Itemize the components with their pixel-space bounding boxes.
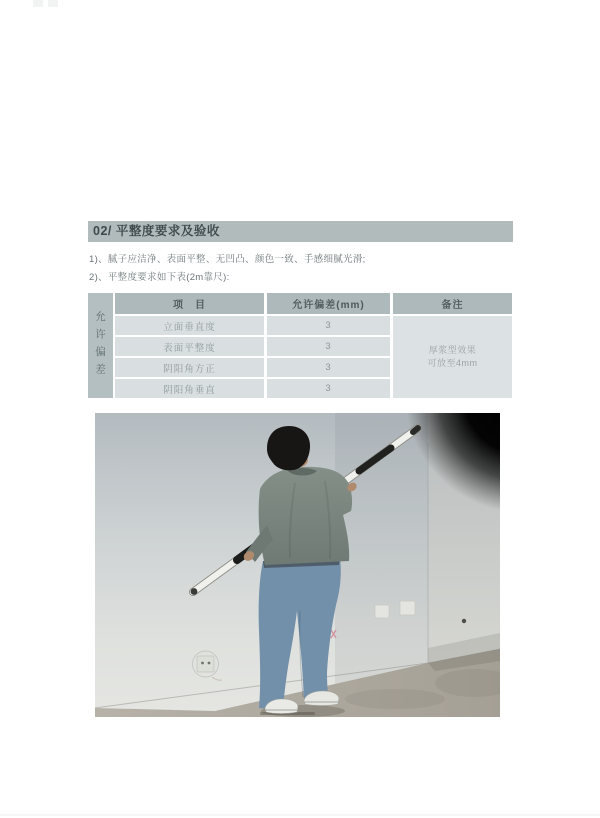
shirt [259, 467, 352, 565]
table-row-deviation: 3 [267, 337, 390, 356]
table-row-item: 表面平整度 [115, 337, 264, 356]
table-row-item: 立面垂直度 [115, 316, 264, 335]
column-header-remark: 备注 [393, 293, 512, 314]
paragraph-flatness-requirement: 2)、平整度要求如下表(2m靠尺): [89, 272, 230, 283]
table-row-item: 阴阳角方正 [115, 358, 264, 377]
remark-line-1: 厚浆型效果 [428, 345, 477, 355]
remark-cell [393, 316, 512, 398]
table-row-deviation: 3 [267, 379, 390, 398]
table-row-deviation: 3 [267, 358, 390, 377]
table-side-label: 允许偏差 [88, 293, 113, 398]
wall-socket-hole [462, 619, 466, 623]
table-grid [115, 293, 512, 398]
section-header [88, 221, 513, 242]
wall-outlet-right-1 [375, 605, 389, 618]
table-row-item: 阴阳角垂直 [115, 379, 264, 398]
section-title: 02/ 平整度要求及验收 [93, 224, 220, 238]
scan-artifact [33, 0, 43, 7]
wall-outlet-right-2 [400, 601, 415, 615]
column-header-deviation: 允许偏差(mm) [267, 293, 390, 314]
deviation-table [88, 293, 512, 398]
photo-worker-with-leveling-ruler [95, 413, 500, 717]
paragraph-putty-requirement: 1)、腻子应洁净、表面平整、无凹凸、颜色一致、手感细腻光滑; [89, 254, 366, 265]
scan-artifact [0, 814, 600, 816]
scan-artifact [48, 0, 58, 7]
column-header-item: 项 目 [115, 293, 264, 314]
table-row-deviation: 3 [267, 316, 390, 335]
remark-line-2: 可放至4mm [427, 358, 478, 368]
